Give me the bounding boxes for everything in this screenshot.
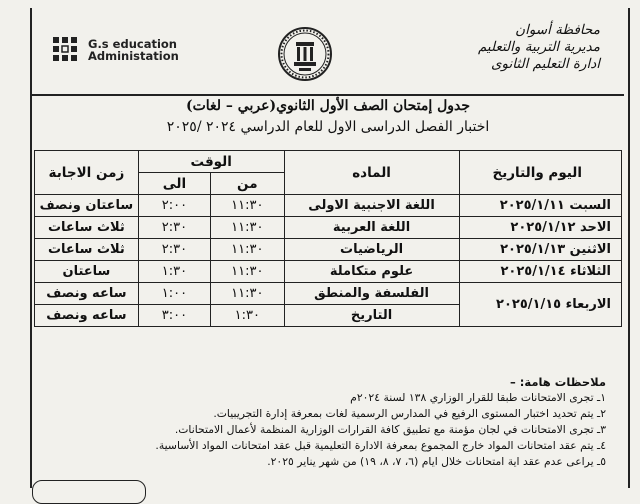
row-to: ٢:٣٠ <box>138 239 210 261</box>
important-notes <box>40 374 606 470</box>
row-duration: ساعه ونصف <box>35 305 139 327</box>
row-from: ١:٣٠ <box>211 305 285 327</box>
row-from: ١١:٣٠ <box>211 239 285 261</box>
row-to: ٢:٠٠ <box>138 195 210 217</box>
letterhead <box>32 8 624 96</box>
header-duration: زمن الاجابة <box>35 151 139 195</box>
row-to: ٢:٣٠ <box>138 217 210 239</box>
admin-line-1: G.s education <box>88 37 177 51</box>
header-from: من <box>211 173 285 195</box>
row-subject: الفلسفة والمنطق <box>284 283 459 305</box>
row-duration: ساعه ونصف <box>35 283 139 305</box>
table-row <box>35 283 622 305</box>
header-day-date: اليوم والتاريخ <box>459 151 622 195</box>
note-item: ٣ـ تجرى الامتحانات في لجان مؤمنة مع تطبيق كافة القرارات الوزارية المنظمة لأعمال الامتحانات. <box>174 423 606 436</box>
row-to: ١:٣٠ <box>138 261 210 283</box>
row-duration: ساعتان ونصف <box>35 195 139 217</box>
table-row <box>35 217 622 239</box>
row-day-date: الاربعاء ٢٠٢٥/١/١٥ <box>459 283 622 327</box>
row-duration: ساعتان <box>35 261 139 283</box>
row-subject: علوم متكاملة <box>284 261 459 283</box>
row-from: ١١:٣٠ <box>211 195 285 217</box>
header-subject: الماده <box>284 151 459 195</box>
schedule-title: جدول إمتحان الصف الأول الثانوي(عربي – لغات) <box>185 98 471 114</box>
row-subject: التاريخ <box>284 305 459 327</box>
education-logo-icon <box>52 36 78 62</box>
row-to: ١:٠٠ <box>138 283 210 305</box>
administration-name: ادارة التعليم الثانوى <box>490 56 600 72</box>
row-duration: ثلاث ساعات <box>35 239 139 261</box>
row-to: ٣:٠٠ <box>138 305 210 327</box>
row-subject: اللغة الاجنبية الاولى <box>284 195 459 217</box>
row-day-date: الاحد ٢٠٢٥/١/١٢ <box>459 217 622 239</box>
notes-title: ملاحظات هامة: – <box>510 375 606 389</box>
row-day-date: السبت ٢٠٢٥/١/١١ <box>459 195 622 217</box>
row-subject: اللغة العربية <box>284 217 459 239</box>
exam-subtitle: اختبار الفصل الدراسى الاول للعام الدراسي ٢٠٢٤ /٢٠٢٥ <box>166 119 490 135</box>
exam-schedule-table <box>34 150 622 327</box>
ministry-seal-icon <box>277 26 333 82</box>
admin-line-2: Administation <box>88 49 179 63</box>
row-day-date: الاثنين ٢٠٢٥/١/١٣ <box>459 239 622 261</box>
admin-name <box>88 38 179 62</box>
row-from: ١١:٣٠ <box>211 217 285 239</box>
document-title-block <box>32 96 624 138</box>
table-row <box>35 239 622 261</box>
governorate-name: محافظة أسوان <box>515 22 600 38</box>
header-to: الى <box>138 173 210 195</box>
table-row <box>35 261 622 283</box>
table-header-row <box>35 151 622 173</box>
row-from: ١١:٣٠ <box>211 261 285 283</box>
directorate-name: مديرية التربية والتعليم <box>477 39 600 55</box>
header-time: الوقت <box>138 151 284 173</box>
row-subject: الرياضيات <box>284 239 459 261</box>
note-item: ٥ـ يراعى عدم عقد اية امتحانات خلال ايام (٦، ٧، ٨، ١٩) من شهر يناير ٢٠٢٥. <box>267 455 606 468</box>
signature-box <box>32 480 146 504</box>
row-day-date: الثلاثاء ٢٠٢٥/١/١٤ <box>459 261 622 283</box>
note-item: ١ـ تجرى الامتحانات طبقا للقرار الوزاري ١٣٨ لسنة ٢٠٢٤م <box>350 391 606 404</box>
note-item: ٢ـ يتم تحديد اختبار المستوى الرفيع في المدارس الرسمية لغات بمعرفة إدارة التجريبيات. <box>213 407 606 420</box>
row-duration: ثلاث ساعات <box>35 217 139 239</box>
note-item: ٤ـ يتم عقد امتحانات المواد خارج المجموع بمعرفة الادارة التعليمية قبل عقد امتحانات المواد الأساسية. <box>155 439 606 452</box>
row-from: ١١:٣٠ <box>211 283 285 305</box>
table-row <box>35 195 622 217</box>
authority-lines <box>478 22 600 73</box>
